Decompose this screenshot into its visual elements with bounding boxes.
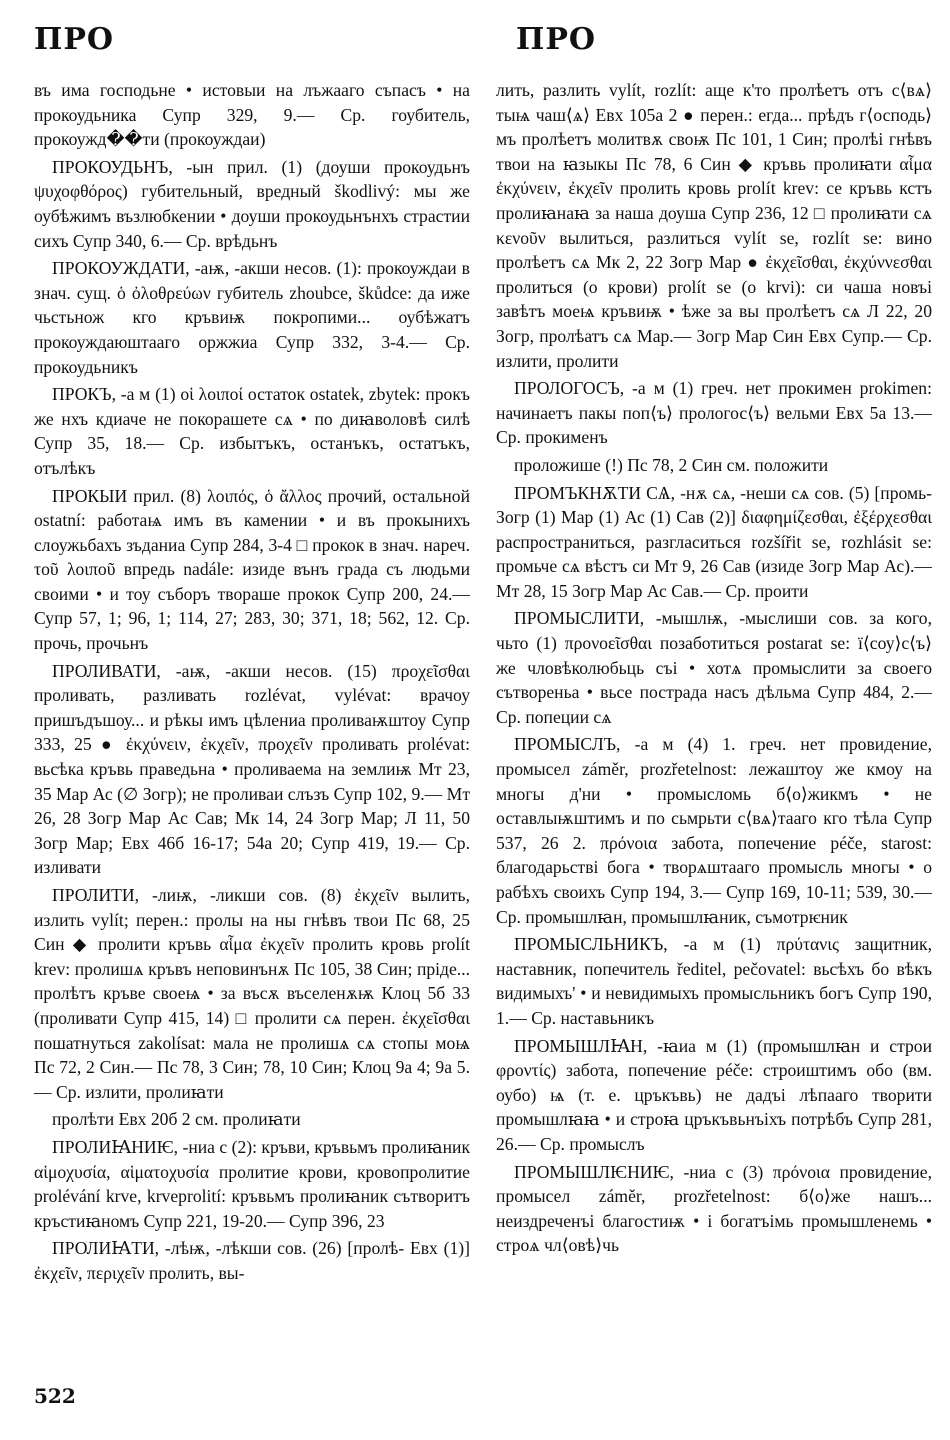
entry-prokoudn: ПРОКОУДЬНЪ, -ын прил. (1) (доуши прокоудьнъ ψυχοφθόρος) губительный, вредный škodlivý: мы же оубѣжимъ възлюбкении • доуши прокоудьнънхъ страстии сихъ Супр 340, 6.— Ср. врѣдьнъ — [34, 156, 470, 251]
entry-prolivati: ПРОЛИВАТИ, -аѭ, -акши несов. (15) προχεῖσθαι проливать, разливать rozlévat, vylévat: врачоу пришъдъшоу... и рѣкы имъ цѣлениа проливаѭштоу Супр 333, 25 ● ἐκχύνειν, ἐκχεῖν, προχεῖν проливать prolévat: вьсѣка кръвь праведьна • проливаема на землиѭ Мт 23, 35 Мар Ас (∅ Зогр); не проливаи слъзъ Супр 102, 9.— Мт 26, 28 Зогр Мар Ас Сав; Мк 14, 24 Зогр Мар; Л 11, 50 Зогр Мар; Евх 46б 16-17; 54а 20; Супр 419, 19.— Ср. изливати — [34, 660, 471, 878]
entry-promknuti: ПРОМЪКНѪТИ СѦ, -нѫ сѧ, -неши сѧ сов. (5) [промь- Зогр (1) Мар (1) Ас (1) Сав (2)] διαφημίζεσθαι, ἐξέρχεσθαι распространиться, разгласиться rozšířit se, rozhlásit se: промьче сѧ вѣстъ си Мт 9, 26 Сав (изиде Зогр Мар Ас).— Мт 28, 15 Зогр Мар Ас Сав.— Ср. проити — [496, 482, 932, 601]
left-column — [34, 78, 470, 1289]
page-number: 522 — [34, 1384, 76, 1408]
entry-promyshljan: ПРОМЫШЛꙖН, -ꙗиа м (1) (промышлꙗн и строи φροντίς) забота, попечение péče: строиштимъ обо (вм. оубо) ѩ (т. е. цръкъвь) не дадъі лѣпааго творити промышлꙗꙗ • и строꙗ цръкъвьнъіхъ потрѣбъ Супр 281, 26.— Ср. промыслъ — [496, 1035, 932, 1154]
entry-promysl: ПРОМЫСЛЪ, -а м (4) 1. греч. нет провидение, промысел záměr, prozřetelnost: лежаштоу же кмоу на многы д'ни • промысломь б⟨о⟩жикмъ • не оставлыѭштимъ и по сьмрьти с⟨вѧ⟩тааго кго тѣла Супр 537, 26 2. πρόνοια забота, попечение péče, starost: благодарьстві бога • творѧштааго промысль многы • о рабѣхъ своихъ Супр 194, 3.— Супр 169, 10-11; 539, 30.— Ср. промышлꙗн, промышлꙗник, съмотрѥник — [496, 734, 932, 927]
entry-prolijati-cont: лить, разлить vylít, rozlít: аще к'то пролѣетъ отъ с⟨вѧ⟩тыѩ чаш⟨ѧ⟩ Евх 105а 2 ● перен.: егда... прѣдъ г⟨осподь⟩мъ пролѣетъ молитвѫ своѭ Пс 101, 1 Син; пролѣі гнѣвъ твои на ꙗзыкы Пс 78, 6 Син ◆ кръвь пролиꙗти αἷμα ἐκχύνειν, ἐκχεῖν пролить кровь prolít krev: се кръвь кстъ пролиꙗнаꙗ за наша доуша Супр 236, 12 □ пролиꙗти сѧ κενοῦν вылиться, разлиться vylít se, rozlít se: вино пролѣетъ сѧ Мк 2, 22 Зогр Мар ● ἐκχεῖσθαι, ἐκχύννεσθαι пролиться (о крови) prolít se (o krvi): си чаша новъі завѣтъ моеѩ кръвиѭ • ѣже за вы пролѣетъ сѧ Л 22, 20 Зогр, пролѣатъ сѧ Мар.— Зогр Мар Син Евх Супр.— Ср. излити, пролити — [496, 80, 932, 371]
entry-promyslnik: ПРОМЫСЛЬНИКЪ, -а м (1) πρύτανις защитник, наставник, попечитель ředitel, pečovatel: вьсѣхъ бо вѣкъ видимыхъ' • и невидимыхъ промысльникъ богъ Супр 190, 1.— Ср. наставьникъ — [496, 934, 932, 1028]
entry-prokouzhdati: ПРОКОУЖДАТИ, -аѭ, -акши несов. (1): прокоуждаи в знач. сущ. ὁ ὀλοθρεύων губитель zhoubce, škůdce: да иже чьстьнож кго кръвиѭ покропими... оубѣжатъ прокоуждаюштааго оржжиа Супр 332, 3-4.— Ср. прокоудьникъ — [34, 258, 470, 377]
entry-prok: ПРОКЪ, -а м (1) οἱ λοιποί остаток ostatek, zbytek: прокъ же нхъ кдиаче не покорашете сѧ • по диꙗволовѣ силѣ Супр 35, 18.— Ср. избытъкъ, останъкъ, остатъкъ, отълѣкъ — [34, 384, 470, 478]
entry-proliti: ПРОЛИТИ, -лиѭ, -ликши сов. (8) ἐκχεῖν вылить, излить vylít; перен.: пролы на ны гнѣвъ твои Пс 68, 25 Син ◆ пролити кръвь αἷμα ἐκχεῖν пролить кровь prolít krev: пролишѧ кръвъ неповинънѫ Пс 105, 38 Син; пріде... пролѣтъ кръве своеѩ • за въсѫ въселенѫѭ Клоц 5б 33 (проливати Супр 415, 14) □ пролити сѧ перен. ἐκχεῖσθαι пошатнуться zakolísat: мала не пролишѧ сѧ стопы моѩ Пс 72, 2 Син.— Пс 78, 3 Син; 78, 10 Син; Клоц 9а 4; 9а 5.— Ср. излити, пролиꙗти — [34, 885, 470, 1102]
entry-promysliti: ПРОМЫСЛИТИ, -мышлѭ, -мыслиши сов. за кого, чьто (1) προνοεῖσθαι позаботиться postarat se: ї⟨соу⟩с⟨ъ⟩ же чловѣколюбьць съі • хотѧ промыслити за своего сътвореньа • вьсе пострада насъ дѣльма Супр 484, 2.— Ср. попеции сѧ — [496, 608, 932, 727]
running-head-left: ПРО — [34, 22, 115, 57]
entry-prologos: ПРОЛОГОСЪ, -а м (1) греч. нет прокимен prokimen: начинаетъ пакы поп⟨ъ⟩ прологос⟨ъ⟩ вельми Евх 5а 13.— Ср. прокименъ — [496, 378, 932, 448]
entry-continuation: въ има господьне • истовыи на лъжааго съпасъ • на прокоудьника Супр 329, 9.— Ср. гоубитель, прокоужд��ти (прокоуждаи) — [34, 80, 470, 150]
entry-prolijati: ПРОЛИꙖТИ, -лѣѭ, -лѣкши сов. (26) [пролѣ- Евх (1)] ἐκχεῖν, περιχεῖν пролить, вы- — [34, 1238, 470, 1283]
right-column — [496, 78, 932, 1261]
entry-promyshlenie: ПРОМЫШЛѤНИѤ, -ниа с (3) πρόνοια провидение, промысел záměr, prozřetelnost: б⟨о⟩же нашъ... неиздреченъі благостиѭ • і богатъімь промышленемь • строѧ чл⟨овѣ⟩чь — [496, 1161, 932, 1256]
entry-prolijanie: ПРОЛИꙖНИѤ, -ниа с (2): кръви, кръвьмъ пролиꙗник αἱμοχυσία, αἱματοχυσία пролитие крови, кровопролитие prolévání krve, krveprolití: кръвьмъ пролиꙗник сътворитъ кръстиꙗномъ Супр 221, 19-20.— Супр 396, 23 — [34, 1136, 470, 1231]
running-head-right: ПРО — [516, 22, 597, 57]
entry-proleti-ref: пролѣти Евх 20б 2 см. пролиꙗти — [52, 1109, 301, 1130]
entry-prokyi: ПРОКЫИ прил. (8) λοιπός, ὁ ἄλλος прочий, остальной ostatní: работаѩ имъ въ камении • и въ прокынихъ слоужьбахъ зъданиа Супр 284, 3-4 □ прокок в знач. нареч. τοῦ λοιποῦ впредь nadále: изиде вънъ града съ людьми своими • и тоу съборъ твораше прокок Супр 200, 24.— Супр 57, 1; 96, 1; 114, 27; 283, 30; 371, 18; 562, 12. Ср. прочь, прочьнъ — [34, 485, 470, 654]
entry-prolozhishe-ref: проложише (!) Пс 78, 2 Син см. положити — [514, 454, 829, 475]
